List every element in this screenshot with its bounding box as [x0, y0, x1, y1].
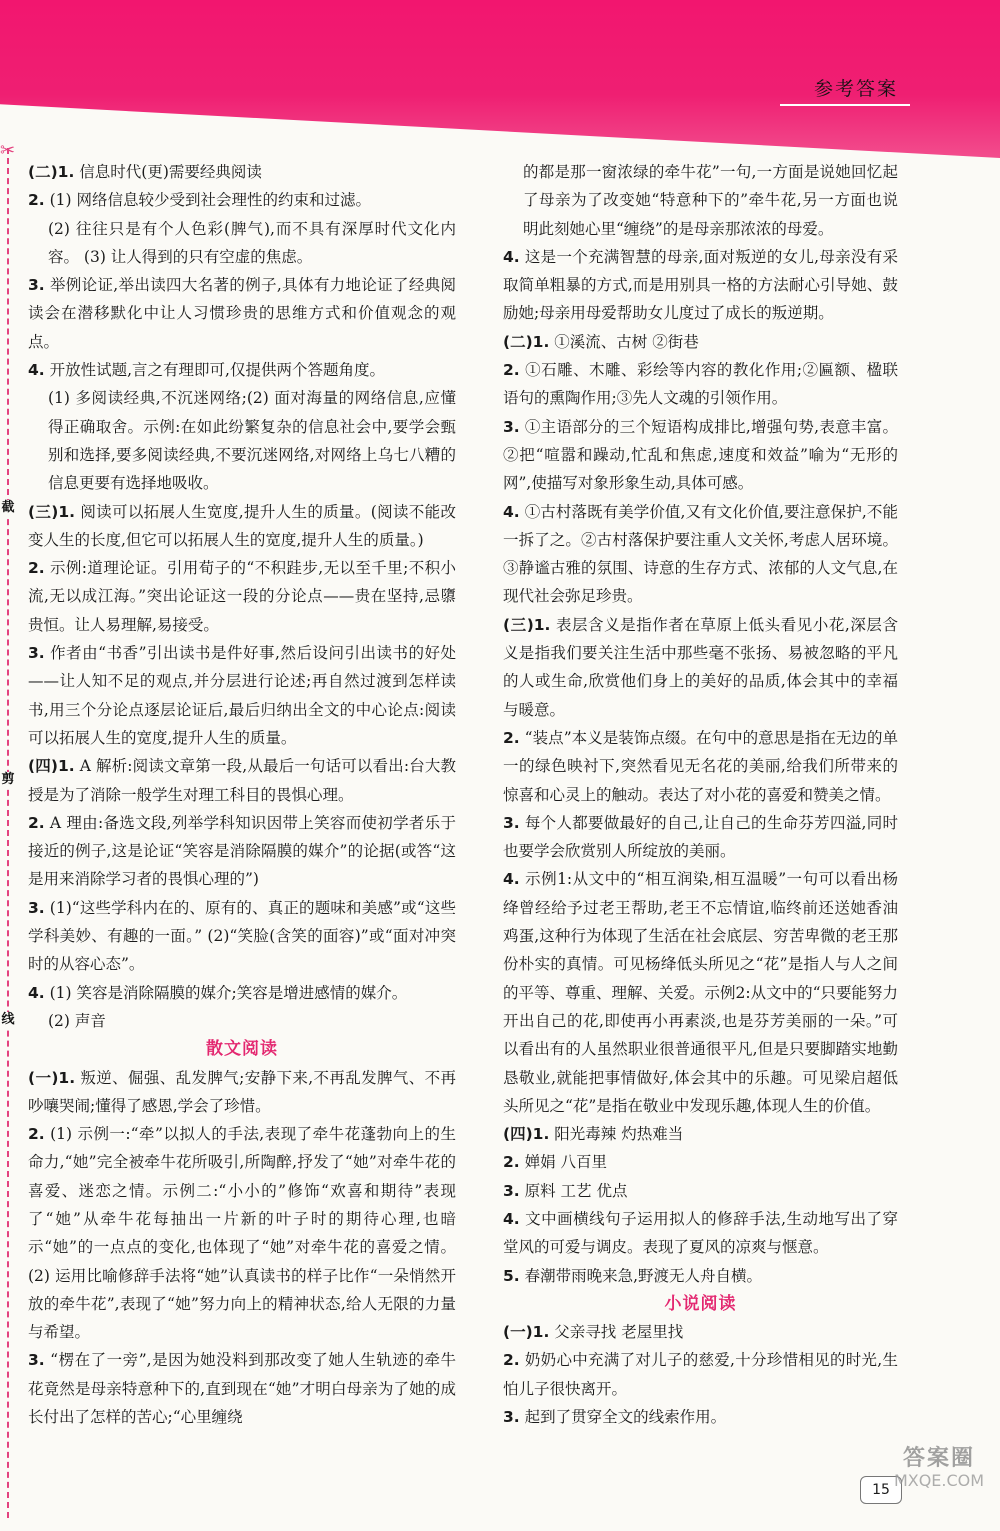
answer-text: 婵娟 八百里 — [524, 1153, 608, 1172]
answer-item — [503, 1148, 898, 1176]
answer-text: “装点”本义是装饰点缀。在句中的意思是指在无边的单一的绿色映衬下,突然看见无名花的美丽,给我们所带来的惊喜和心灵上的触动。表达了对小花的喜爱和赞美之情。 — [503, 728, 898, 804]
answer-text: ①溪流、古树 ②街巷 — [554, 332, 699, 351]
answer-item — [503, 328, 898, 356]
answer-number: 2. — [503, 1351, 520, 1370]
answer-text: 文中画横线句子运用拟人的修辞手法,生动地写出了穿堂风的可爱与调皮。表现了夏风的凉爽与惬意。 — [503, 1209, 898, 1257]
answer-text: 表层含义是指作者在草原上低头看见小花,深层含义是指我们要关注生活中那些毫不张扬、易被忽略的平凡的人或生命,欣赏他们身上的美好的品质,体会其中的幸福与暖意。 — [503, 615, 898, 719]
answer-text: (1) 网络信息较少受到社会理性的约束和过滤。 — [49, 191, 372, 210]
answer-number: 3. — [503, 417, 520, 436]
answer-number: 4. — [503, 247, 520, 266]
answer-text: ①石雕、木雕、彩绘等内容的教化作用;②匾额、楹联语句的熏陶作用;③先人文魂的引领作用。 — [503, 361, 898, 408]
answer-number: 4. — [28, 983, 45, 1002]
answer-text: 信息时代(更)需要经典阅读 — [79, 163, 262, 181]
answer-item — [28, 1007, 456, 1035]
answer-number: 4. — [503, 502, 520, 521]
section-heading: 散文阅读 — [206, 1039, 278, 1060]
answer-text: 阳光毒辣 灼热难当 — [554, 1125, 684, 1144]
answer-item — [28, 356, 456, 384]
answer-text: 这是一个充满智慧的母亲,面对叛逆的女儿,母亲没有采取简单粗暴的方式,而是用别具一格的方法耐心引导她、鼓励她;母亲用母爱帮助女儿度过了成长的叛逆期。 — [503, 247, 898, 323]
answer-text: (1)“这些学科内在的、原有的、真正的题味和美感”或“这些学科美妙、有趣的一面。” (2)“笑脸(含笑的面容)”或“面对冲突时的从容心态”。 — [28, 898, 456, 974]
answer-number: 2. — [28, 559, 45, 578]
section-heading: 小说阅读 — [664, 1293, 737, 1314]
answer-number: 2. — [28, 813, 45, 832]
watermark-url: MXQE.COM — [893, 1471, 985, 1490]
answer-text: ①古村落既有美学价值,又有文化价值,要注意保护,不能一拆了之。②古村落保护要注重人文关怀,考虑人居环境。③静谧古雅的氛围、诗意的生存方式、浓郁的人文气息,在现代社会弥足珍贵。 — [503, 502, 898, 606]
answer-number: 3. — [503, 1408, 520, 1427]
answer-item — [503, 611, 898, 724]
answer-item — [503, 1120, 898, 1148]
answer-text: 父亲寻找 老屋里找 — [554, 1323, 684, 1342]
answer-number: (三)1. — [503, 615, 551, 634]
cut-label: 线 — [1, 1012, 15, 1027]
answer-text: A 理由:备选文段,列举学科知识因带上笑容而使初学者乐于接近的例子,这是论证“笑容是消除隔膜的媒介”的论据(或答“这是用来消除学习者的畏惧心理的”) — [28, 813, 456, 889]
answer-number: 3. — [28, 644, 45, 663]
answer-number: (一)1. — [503, 1323, 550, 1342]
answer-item — [28, 186, 456, 214]
answer-number: (二)1. — [503, 332, 550, 351]
answer-item — [503, 1205, 898, 1262]
watermark-logo — [880, 1448, 998, 1528]
answer-text: A 解析:阅读文章第一段,从最后一句话可以看出:台大教授是为了消除一般学生对理工科目的畏惧心理。 — [28, 757, 456, 804]
cut-label: 剪 — [1, 772, 15, 787]
answer-text: 作者由“书香”引出读书是件好事,然后设问引出读书的好处——让人知不足的观点,并分层进行论述;再自然过渡到怎样读书,用三个分论点逐层论证后,最后归纳出全文的中心论点:阅读可以拓展人生的宽度,提升人生的质量。 — [28, 644, 456, 747]
answer-number: 4. — [503, 1209, 520, 1228]
answer-number: 2. — [503, 361, 520, 380]
answer-item — [503, 1346, 898, 1403]
cut-label: 截 — [1, 500, 15, 515]
answer-item — [28, 498, 456, 555]
answer-text: (1) 多阅读经典,不沉迷网络;(2) 面对海量的网络信息,应懂得正确取舍。示例:在如此纷繁复杂的信息社会中,要学会甄别和选择,要多阅读经典,不要沉迷网络,对网络上乌七八糟的信息更要有选择地吸收。 — [48, 389, 456, 493]
answer-column-right — [503, 158, 898, 1431]
answer-item — [28, 158, 456, 186]
answer-text: (2) 声音 — [48, 1011, 106, 1030]
answer-text: (1) 示例一:“牵”以拟人的手法,表现了牵牛花蓬勃向上的生命力,“她”完全被牵牛花所吸引,所陶醉,抒发了“她”对牵牛花的喜爱、迷恋之情。示例二:“小小的”修饰“欢喜和期待”表现了“她”从牵牛花每抽出一片新的叶子时的期待心理,也暗示“她”的一点点的变化,也体现了“她”对牵牛花的喜爱之情。 (2) 运用比喻修辞手法将“她”认真读书的样子比作“一朵悄然开放的牵牛花”,表现了“她”努力向上的精神状态,给人无限的力量与希望。 — [28, 1125, 456, 1342]
answer-item — [503, 1403, 898, 1431]
answer-item — [28, 554, 456, 639]
header-title: 参考答案 — [813, 78, 898, 100]
answer-item — [28, 979, 456, 1007]
answer-text: 的都是那一窗浓绿的牵牛花”一句,一方面是说她回忆起了母亲为了改变她“特意种下的”牵牛花,另一方面也说明此刻她心里“缠绕”的是母亲那浓浓的母爱。 — [523, 163, 898, 238]
answer-item — [28, 639, 456, 752]
answer-text: 阅读可以拓展人生宽度,提升人生的质量。(阅读不能改变人生的长度,但它可以拓展人生的宽度,提升人生的质量。) — [28, 502, 456, 549]
answer-number: (三)1. — [28, 502, 76, 521]
answer-item — [28, 1120, 456, 1346]
answer-item — [28, 215, 456, 272]
answer-number: 2. — [28, 1125, 45, 1144]
scissors-icon: ✂ — [0, 140, 16, 161]
answer-item — [503, 498, 898, 611]
answer-text: 奶奶心中充满了对儿子的慈爱,十分珍惜相见的时光,生怕儿子很快离开。 — [503, 1351, 898, 1398]
answer-text: 示例1:从文中的“相互润染,相互温暖”一句可以看出杨绛曾经给予过老王帮助,老王不忘情谊,临终前还送她香油鸡蛋,这种行为体现了生活在社会底层、穷苦卑微的老王那份朴实的真情。可见杨绛低头所见之“花”是指人与人之间的平等、尊重、理解、关爱。示例2:从文中的“只要能努力开出自己的花,即使再小再素淡,也是芬芳美丽的一朵。”可以看出有的人虽然职业很普通很平凡,但是只要脚踏实地勤恳敬业,就能把事情做好,体会其中的乐趣。可见梁启超低头所见之“花”是指在敬业中发现乐趣,体现人生的价值。 — [503, 870, 899, 1115]
answer-text: 起到了贯穿全文的线索作用。 — [524, 1408, 727, 1427]
answer-number: 5. — [503, 1266, 520, 1285]
answer-text: 举例论证,举出读四大名著的例子,具体有力地论证了经典阅读会在潜移默化中让人习惯珍贵的思维方式和价值观念的观点。 — [28, 276, 456, 351]
watermark-text: 答案圈 — [902, 1446, 975, 1471]
answer-text: “楞在了一旁”,是因为她没料到那改变了她人生轨迹的牵牛花竟然是母亲特意种下的,直到现在“她”才明白母亲为了她的成长付出了怎样的苦心;“心里缠绕 — [28, 1351, 456, 1427]
answer-number: (一)1. — [28, 1068, 76, 1087]
answer-item — [503, 1262, 898, 1290]
answer-item — [28, 271, 456, 356]
answer-text: 叛逆、倔强、乱发脾气;安静下来,不再乱发脾气、不再吵嚷哭闹;懂得了感恩,学会了珍惜。 — [28, 1068, 457, 1115]
answer-item — [503, 1318, 898, 1346]
answer-number: 4. — [503, 870, 520, 889]
answer-item — [503, 356, 898, 413]
answer-item — [28, 809, 456, 894]
answer-number: (二)1. — [28, 163, 75, 181]
page-number: 15 — [860, 1476, 902, 1504]
answer-number: 3. — [28, 276, 45, 295]
answer-number: (四)1. — [503, 1125, 550, 1144]
answer-item — [28, 384, 456, 497]
answer-number: (四)1. — [28, 757, 75, 776]
answer-text: ①主语部分的三个短语构成排比,增强句势,表意丰富。②把“喧嚣和躁动,忙乱和焦虑,速度和效益”喻为“无形的网”,使描写对象形象生动,具体可感。 — [503, 417, 898, 493]
answer-item — [503, 243, 898, 328]
answer-number: 2. — [503, 728, 520, 747]
answer-number: 4. — [28, 361, 45, 380]
answer-text: (2) 往往只是有个人色彩(脾气),而不具有深厚时代文化内容。 (3) 让人得到的只有空虚的焦虑。 — [48, 219, 456, 266]
answer-number: 3. — [503, 813, 520, 832]
answer-text: 每个人都要做最好的自己,让自己的生命芬芳四溢,同时也要学会欣赏别人所绽放的美丽。 — [503, 813, 898, 861]
answer-item — [503, 865, 898, 1120]
answer-number: 3. — [28, 898, 45, 917]
answer-item — [28, 1064, 456, 1121]
answer-number: 2. — [503, 1153, 520, 1172]
answer-text: 春潮带雨晚来急,野渡无人舟自横。 — [524, 1266, 763, 1285]
answer-item — [28, 894, 456, 979]
answer-item — [28, 1346, 456, 1431]
answer-item — [28, 752, 456, 809]
answer-number: 3. — [503, 1181, 520, 1200]
answer-item — [503, 413, 898, 498]
answer-text: 示例:道理论证。引用荀子的“不积跬步,无以至千里;不积小流,无以成江海。”突出论证这一段的分论点——贵在坚持,忌隳贵恒。让人易理解,易接受。 — [28, 559, 456, 634]
cut-line — [7, 148, 9, 1518]
answer-item — [503, 724, 898, 809]
answer-item — [503, 1177, 898, 1205]
answer-item — [503, 809, 898, 866]
answer-number: 2. — [28, 191, 45, 210]
answer-text: (1) 笑容是消除隔膜的媒介;笑容是增进感情的媒介。 — [49, 983, 408, 1002]
answer-text: 开放性试题,言之有理即可,仅提供两个答题角度。 — [49, 361, 385, 380]
answer-item — [503, 158, 898, 243]
header-rule — [780, 104, 910, 106]
answer-text: 原料 工艺 优点 — [524, 1181, 628, 1200]
answer-number: 3. — [28, 1351, 45, 1370]
answer-column-left — [28, 158, 456, 1431]
